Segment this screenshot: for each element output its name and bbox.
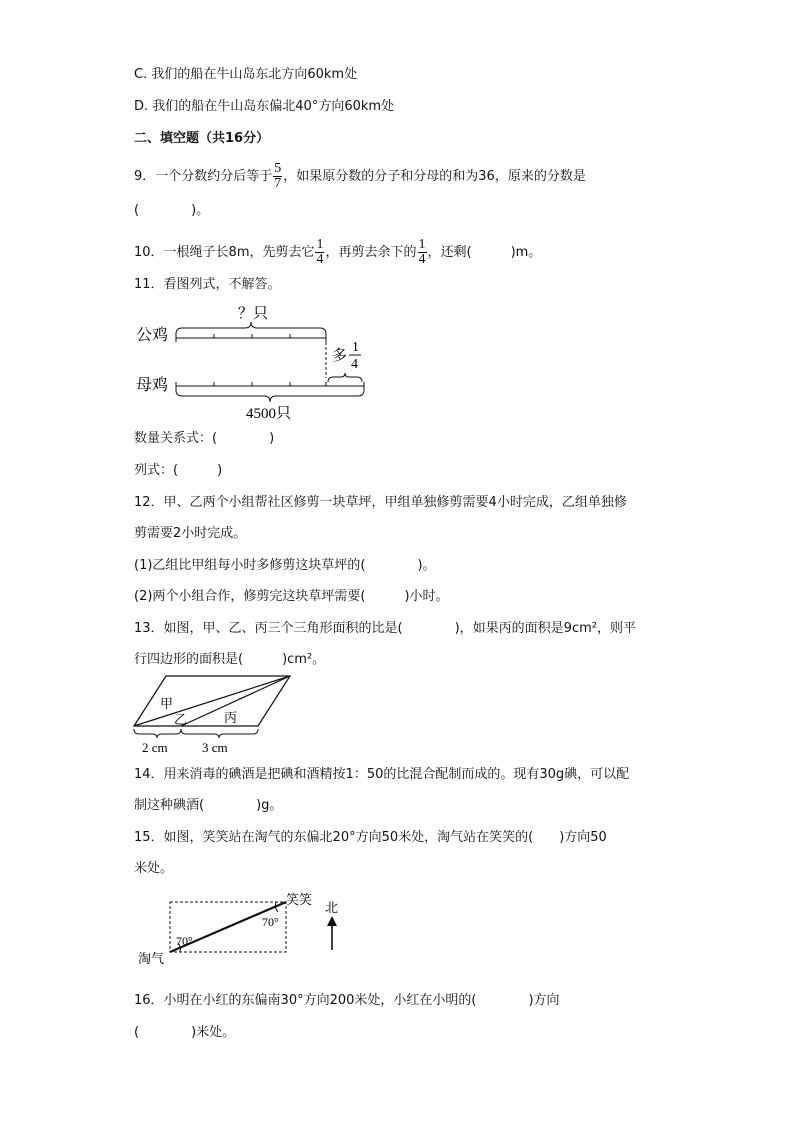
- question-13-line2: 行四边形的面积是( )cm²。: [134, 652, 326, 667]
- angle-label-2: 70°: [262, 915, 279, 929]
- question-10: 10．一根绳子长8m，先剪去它 $\frac{1}{4}$ ，再剪去余下的 $\frac{1}{4}$ ，还剩( )m。: [134, 237, 542, 267]
- q11-relation: 数量关系式：( ): [134, 431, 275, 446]
- question-14-line2: 制这种碘酒( )g。: [134, 798, 283, 813]
- question-9-line1: [134, 162, 586, 191]
- total-amount: 4500只: [246, 406, 292, 422]
- more-fraction-den: 4: [351, 357, 358, 372]
- label-taoqi: 淘气: [138, 952, 165, 967]
- q9-fraction: $\frac{5}{7}$: [274, 161, 282, 191]
- q13-parallelogram-diagram: [126, 670, 306, 760]
- more-fraction-num: 1: [352, 340, 359, 355]
- length-2cm: 2 cm: [142, 740, 168, 755]
- question-13-line1: 13．如图，甲、乙、丙三个三角形面积的比是( )，如果丙的面积是9cm²，则平: [134, 621, 636, 636]
- question-16-line1: 16．小明在小红的东偏南30°方向200米处，小红在小明的( )方向: [134, 993, 560, 1008]
- label-yi: 乙: [174, 713, 188, 728]
- question-9-line2: ( )。: [134, 203, 210, 218]
- question-12-line1: 12．甲、乙两个小组帮社区修剪一块草坪，甲组单独修剪需要4小时完成，乙组单独修: [134, 495, 627, 510]
- question-12-sub2: (2)两个小组合作，修剪完这块草坪需要( )小时。: [134, 589, 449, 604]
- rooster-label: 公鸡: [136, 325, 169, 344]
- label-jia: 甲: [160, 697, 174, 712]
- label-bing: 丙: [224, 711, 238, 726]
- q11-bar-diagram: [130, 298, 390, 428]
- question-amount: ？只: [238, 306, 269, 322]
- question-15-line1: 15．如图，笑笑站在淘气的东偏北20°方向50米处，淘气站在笑笑的( )方向50: [134, 830, 607, 845]
- question-14-line1: 14．用来消毒的碘酒是把碘和酒精按1：50的比混合配制而成的。现有30g碘，可以配: [134, 767, 630, 782]
- question-12-sub1: (1)乙组比甲组每小时多修剪这块草坪的( )。: [134, 558, 436, 573]
- q9-text-after: ，如果原分数的分子和分母的和为36，原来的分数是: [283, 169, 586, 184]
- q10-fraction-2: $\frac{1}{4}$: [418, 237, 426, 267]
- length-3cm: 3 cm: [202, 740, 228, 755]
- more-label: 多: [332, 346, 348, 364]
- q10-fraction-1: $\frac{1}{4}$: [316, 237, 324, 267]
- question-16-line2: ( )米处。: [134, 1025, 236, 1040]
- option-c: C. 我们的船在牛山岛东北方向60km处: [134, 67, 358, 82]
- q15-direction-diagram: [136, 888, 356, 970]
- question-15-line2: 米处。: [134, 861, 174, 876]
- question-12-line2: 剪需要2小时完成。: [134, 526, 247, 541]
- north-arrow-icon: [327, 916, 337, 926]
- section-title: 二、填空题（共16分）: [134, 131, 270, 146]
- q11-formula: 列式：( ): [134, 463, 223, 478]
- hen-label: 母鸡: [136, 375, 169, 394]
- angle-label-1: 70°: [176, 934, 193, 948]
- label-xiaoxiao: 笑笑: [286, 893, 313, 908]
- q9-text-before: 9．一个分数约分后等于: [134, 169, 273, 184]
- question-11: 11．看图列式，不解答。: [134, 277, 281, 292]
- option-d: D. 我们的船在牛山岛东偏北40°方向60km处: [134, 99, 395, 114]
- label-north: 北: [325, 901, 339, 916]
